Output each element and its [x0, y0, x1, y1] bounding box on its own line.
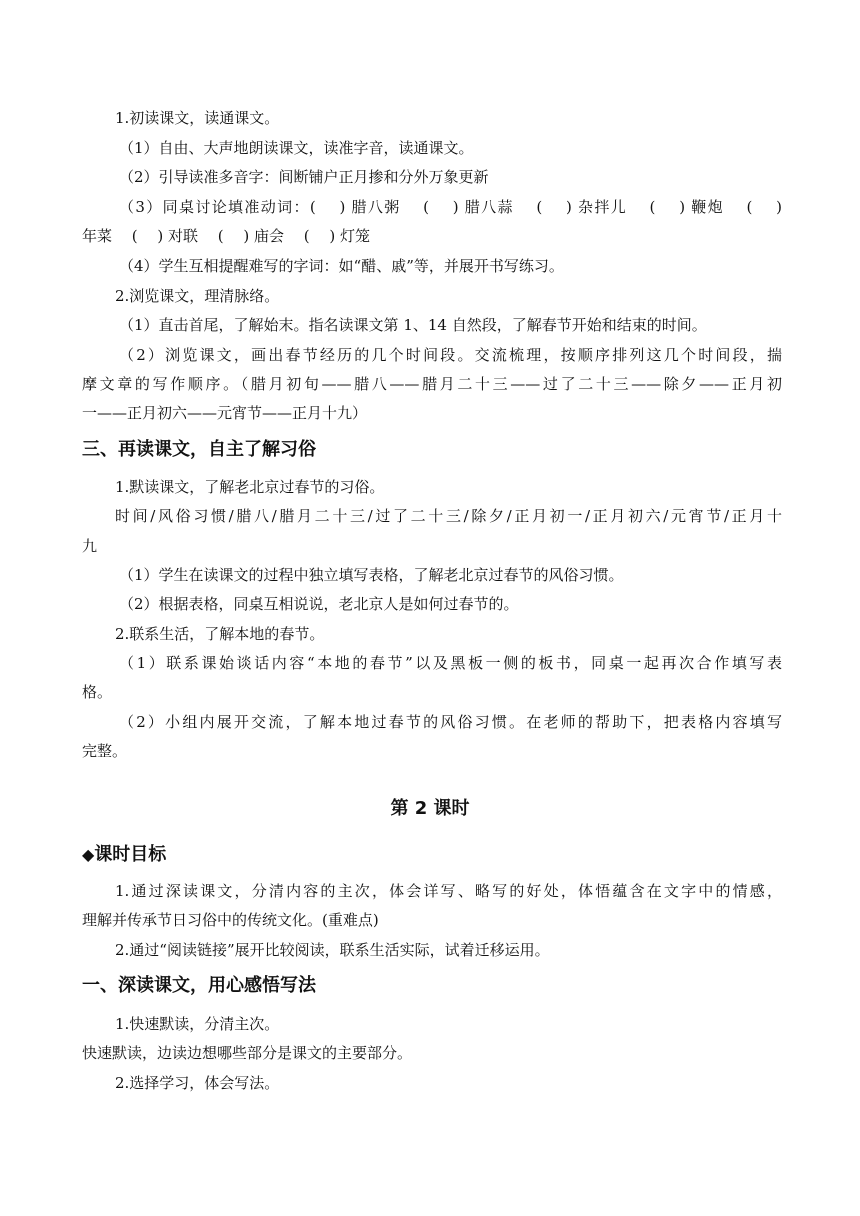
diamond-bullet-icon: ◆ [82, 845, 95, 864]
step-timeline-line2: 摩文章的写作顺序。（腊月初旬——腊八——腊月二十三——过了二十三——除夕——正月初 [82, 375, 782, 393]
step-choose-study: 2.选择学习，体会写法。 [115, 1074, 280, 1092]
step-fill-table: （1）学生在读课文的过程中独立填写表格，了解老北京过春节的风俗习惯。 [119, 566, 624, 584]
step-pair-talk: （2）根据表格，同桌互相说说，老北京人是如何过春节的。 [119, 595, 519, 613]
step-silent-read: 1.默读课文，了解老北京过春节的习俗。 [115, 478, 385, 496]
step-quick-read: 1.快速默读，分清主次。 [115, 1015, 280, 1033]
table-header-line2: 九 [82, 537, 98, 555]
step-polyphones: （2）引导读准多音字：间断铺户正月掺和分外万象更新 [119, 168, 489, 186]
step-verbs-line2: 年菜 ( ) 对联 ( ) 庙会 ( ) 灯笼 [82, 227, 371, 245]
step-hard-words: （4）学生互相提醒难写的字词：如“醋、戚”等，并展开书写练习。 [119, 257, 564, 275]
goals-heading-text: 课时目标 [94, 844, 167, 865]
table-header-line1: 时间/风俗习惯/腊八/腊月二十三/过了二十三/除夕/正月初一/正月初六/元宵节/正月十 [115, 507, 782, 525]
section-heading-1: 一、深读课文，用心感悟写法 [82, 975, 316, 996]
goal-2: 2.通过“阅读链接”展开比较阅读，联系生活实际，试着迁移运用。 [115, 941, 550, 959]
step-read-aloud: 1.初读课文，读通课文。 [115, 109, 280, 127]
step-timeline-line1: （2）浏览课文，画出春节经历的几个时间段。交流梳理，按顺序排列这几个时间段，揣 [119, 346, 782, 364]
step-group-line2: 完整。 [82, 742, 128, 760]
section-heading-3: 三、再读课文，自主了解习俗 [82, 439, 316, 460]
step-connect-life: 2.联系生活，了解本地的春节。 [115, 625, 325, 643]
step-local-line2: 格。 [82, 683, 113, 701]
step-quick-read-text: 快速默读，边读边想哪些部分是课文的主要部分。 [82, 1044, 413, 1062]
step-group-line1: （2）小组内展开交流，了解本地过春节的风俗习惯。在老师的帮助下，把表格内容填写 [119, 713, 782, 731]
step-read-freely: （1）自由、大声地朗读课文，读准字音，读通课文。 [119, 139, 474, 157]
lesson-title: 第 2 课时 [390, 798, 470, 819]
step-browse: 2.浏览课文，理清脉络。 [115, 287, 280, 305]
step-timeline-line3: 一——正月初六——元宵节——正月十九） [82, 404, 368, 422]
goal-1-line2: 理解并传承节日习俗中的传统文化。(重难点) [82, 911, 379, 929]
step-head-tail: （1）直击首尾，了解始末。指名读课文第 1、14 自然段，了解春节开始和结束的时间。 [119, 316, 707, 334]
step-local-line1: （1）联系课始谈话内容“本地的春节”以及黑板一侧的板书，同桌一起再次合作填写表 [119, 654, 782, 672]
step-verbs-line1: （3）同桌讨论填准动词：( ) 腊八粥 ( ) 腊八蒜 ( ) 杂拌儿 ( ) 鞭炮 ( ) [119, 198, 782, 216]
goal-1-line1: 1.通过深读课文，分清内容的主次，体会详写、略写的好处，体悟蕴含在文字中的情感， [115, 882, 782, 900]
goals-heading [82, 843, 782, 867]
